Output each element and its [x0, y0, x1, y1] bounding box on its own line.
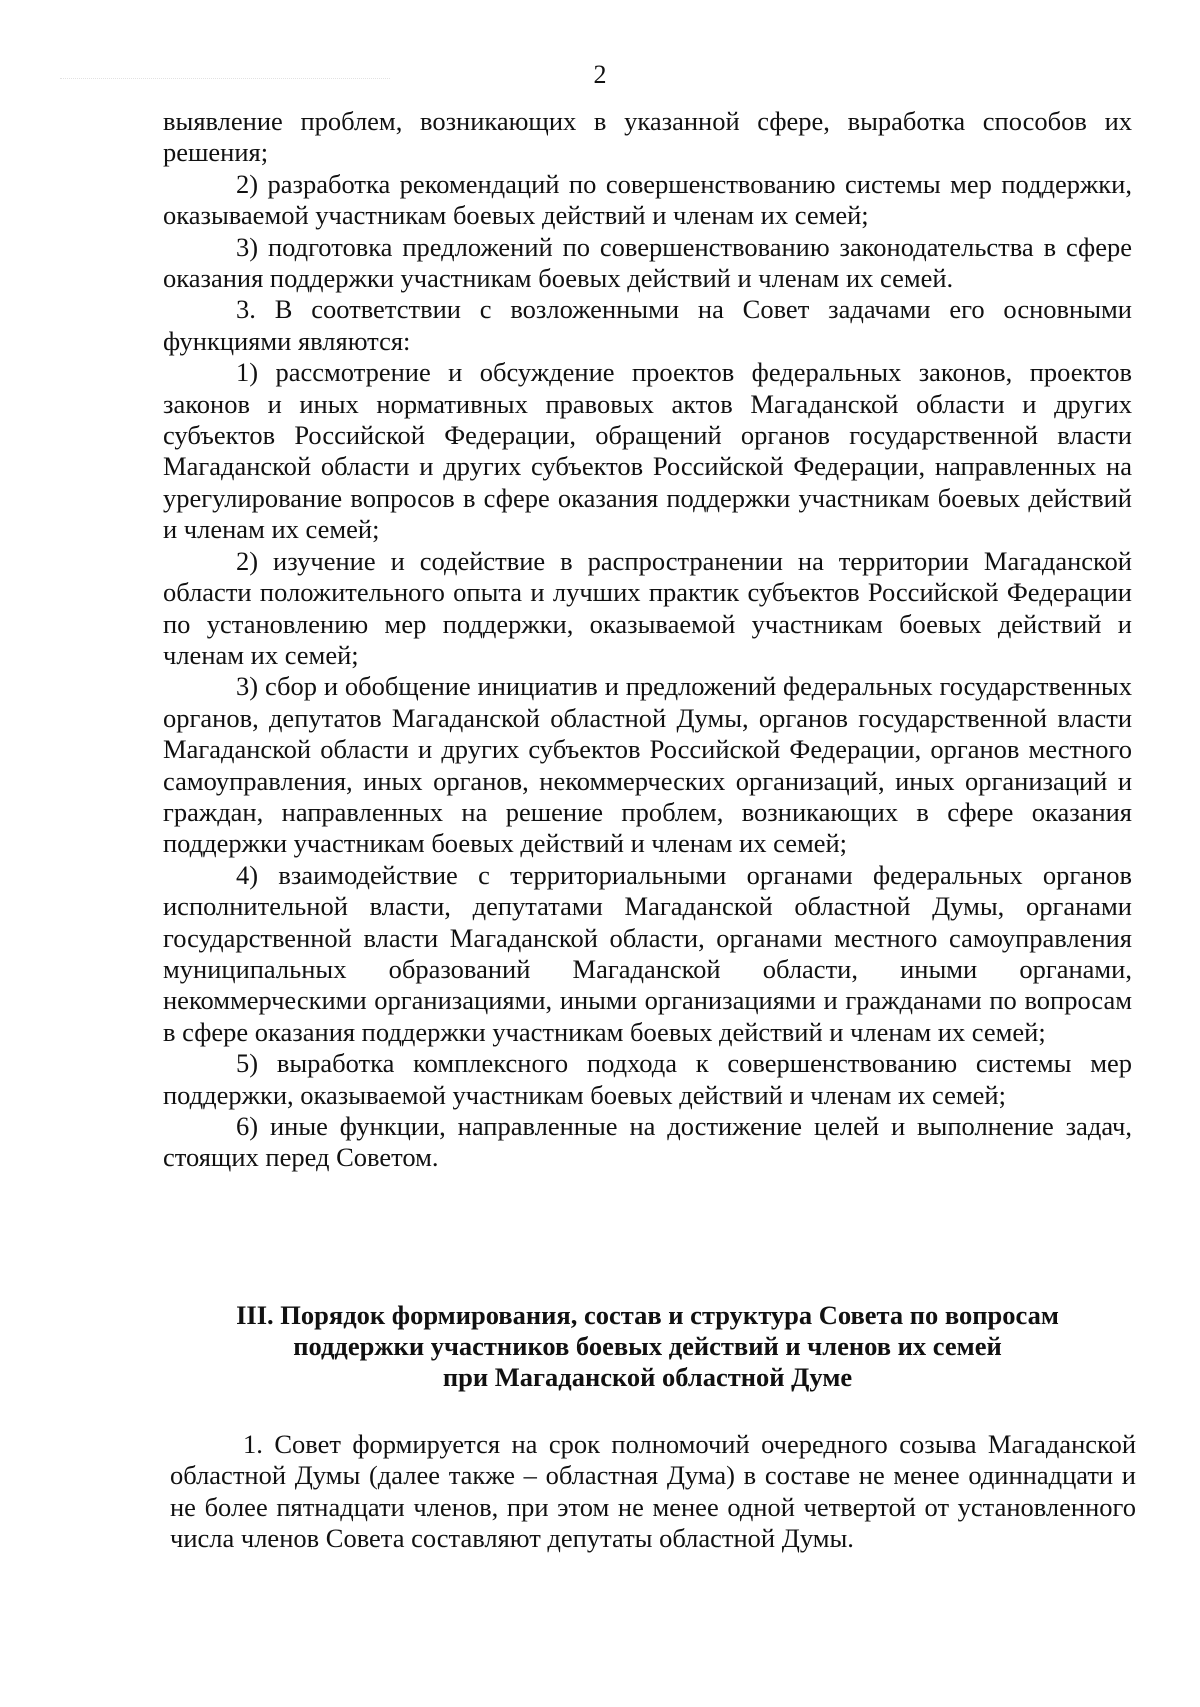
section-heading: [163, 1300, 1132, 1393]
paragraph-section-3: 3. В соответствии с возложенными на Совет задачами его основными функциями являются:: [163, 294, 1132, 356]
section-body: [170, 1429, 1136, 1555]
body-text: [163, 106, 1132, 1174]
paragraph-function-2: 2) изучение и содействие в распространении на территории Магаданской области положительного опыта и лучших практик субъектов Российской Федерации по установлению мер поддержки, оказываемой участникам боевых действий и членам их семей;: [163, 545, 1132, 670]
paragraph-function-6: 6) иные функции, направленные на достижение целей и выполнение задач, стоящих перед Советом.: [163, 1111, 1132, 1173]
section-heading-line-1: III. Порядок формирования, состав и структура Совета по вопросам: [236, 1300, 1059, 1330]
page-number: 2: [593, 60, 607, 89]
section-heading-line-2: поддержки участников боевых действий и членов их семей: [293, 1331, 1002, 1361]
paragraph-item-2: 2) разработка рекомендаций по совершенствованию системы мер поддержки, оказываемой участникам боевых действий и членам их семей;: [163, 168, 1132, 231]
paragraph-item-3: 3) подготовка предложений по совершенствованию законодательства в сфере оказания поддержки участникам боевых действий и членам их семей.: [163, 231, 1132, 294]
paragraph-function-3: 3) сбор и обобщение инициатив и предложений федеральных государственных органов, депутатов Магаданской областной Думы, органов государственной власти Магаданской области и других субъектов Российской Федерации, органов местного самоуправления, иных органов, некоммерческих организаций, иных организаций и граждан, направленных на решение проблем, возникающих в сфере оказания поддержки участникам боевых действий и членам их семей;: [163, 671, 1132, 859]
section-heading-line-3: при Магаданской областной Думе: [442, 1362, 853, 1392]
paragraph-function-4: 4) взаимодействие с территориальными органами федеральных органов исполнительной власти, депутатами Магаданской областной Думы, органами государственной власти Магаданской области, органами местного самоуправления муниципальных образований Магаданской области, иными органами, некоммерческими организациями, иными организациями и гражданами по вопросам в сфере оказания поддержки участникам боевых действий и членам их семей;: [163, 859, 1132, 1047]
paragraph-function-5: 5) выработка комплексного подхода к совершенствованию системы мер поддержки, оказываемой участникам боевых действий и членам их семей;: [163, 1048, 1132, 1110]
paragraph-continuation: выявление проблем, возникающих в указанной сфере, выработка способов их решения;: [163, 106, 1132, 168]
paragraph-function-1: 1) рассмотрение и обсуждение проектов федеральных законов, проектов законов и иных нормативных правовых актов Магаданской области и других субъектов Российской Федерации, обращений органов государственной власти Магаданской области и других субъектов Российской Федерации, направленных на урегулирование вопросов в сфере оказания поддержки участникам боевых действий и членам их семей;: [163, 357, 1132, 545]
paragraph-section-iii-1: 1. Совет формируется на срок полномочий очередного созыва Магаданской областной Думы (далее также – областная Дума) в составе не менее одиннадцати и не более пятнадцати членов, при этом не менее одной четвертой от установленного числа членов Совета составляют депутаты областной Думы.: [170, 1429, 1136, 1554]
